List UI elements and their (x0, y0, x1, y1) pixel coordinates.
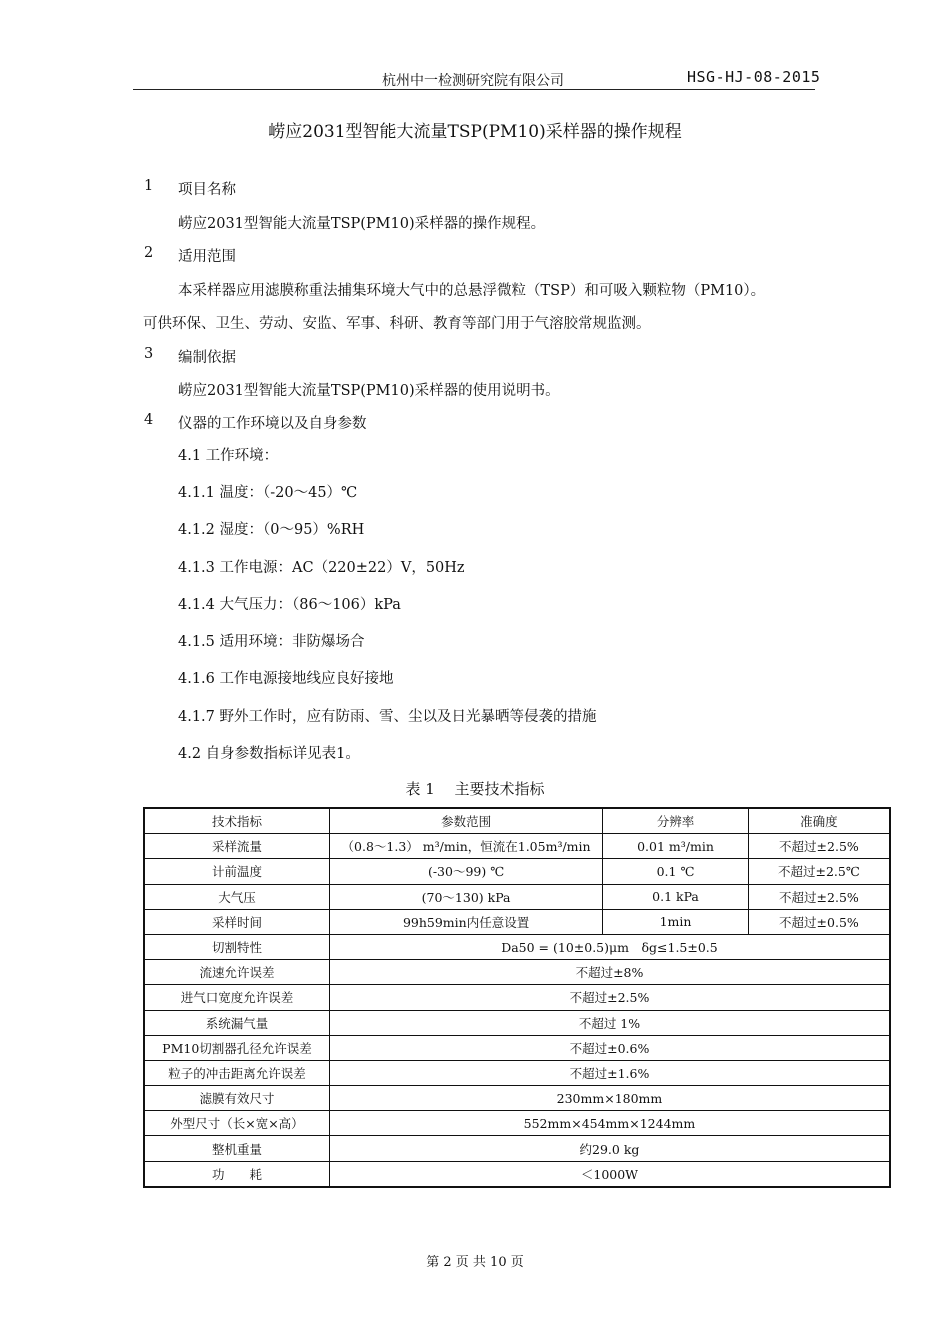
table-cell: 不超过±2.5% (748, 884, 890, 909)
section-3-heading: 编制依据 (178, 350, 236, 366)
table-cell: 切割特性 (144, 934, 329, 959)
table-header-cell: 分辨率 (603, 808, 749, 834)
env-item: 4.2 自身参数指标详见表1。 (178, 746, 360, 762)
section-3-number: 3 (144, 346, 154, 362)
table-cell: 系统漏气量 (144, 1010, 329, 1035)
env-item: 4.1.4 大气压力：（86～106）kPa (178, 597, 401, 613)
table-cell: （0.8～1.3） m³/min，恒流在1.05m³/min (329, 834, 602, 859)
table-cell: 0.01 m³/min (603, 834, 749, 859)
table-row (144, 1161, 890, 1187)
table-cell: 不超过±0.5% (748, 909, 890, 934)
table-row (144, 1086, 890, 1111)
table-header-cell: 准确度 (748, 808, 890, 834)
section-1-number: 1 (144, 178, 154, 194)
table-row (144, 1136, 890, 1161)
header-doc-code: HSG-HJ-08-2015 (687, 68, 821, 86)
table-cell: 滤膜有效尺寸 (144, 1086, 329, 1111)
table-header-row (144, 808, 890, 834)
env-item: 4.1.7 野外工作时，应有防雨、雪、尘以及日光暴晒等侵袭的措施 (178, 709, 597, 725)
table-row (144, 1060, 890, 1085)
table-cell: 99h59min内任意设置 (329, 909, 602, 934)
table-cell: 整机重量 (144, 1136, 329, 1161)
table-row (144, 834, 890, 859)
section-2-number: 2 (144, 245, 154, 261)
table-cell: 功 耗 (144, 1161, 329, 1187)
table-row (144, 1035, 890, 1060)
env-item: 4.1.3 工作电源：AC（220±22）V，50Hz (178, 560, 465, 576)
header-company: 杭州中一检测研究院有限公司 (382, 73, 564, 89)
table-cell: Da50 = (10±0.5)μm δg≤1.5±0.5 (329, 934, 890, 959)
spec-table (143, 807, 891, 1188)
header-rule (133, 89, 815, 90)
table-cell: 约29.0 kg (329, 1136, 890, 1161)
table-row (144, 934, 890, 959)
table-cell: 不超过±2.5% (329, 985, 890, 1010)
table-cell: 不超过±1.6% (329, 1060, 890, 1085)
table-cell: 不超过±2.5% (748, 834, 890, 859)
table-cell: 计前温度 (144, 859, 329, 884)
table-row (144, 884, 890, 909)
section-1-heading: 项目名称 (178, 182, 236, 198)
table-cell: 0.1 kPa (603, 884, 749, 909)
env-item: 4.1.2 湿度：（0～95）%RH (178, 522, 365, 538)
table-cell: 外型尺寸（长×宽×高） (144, 1111, 329, 1136)
table-row (144, 909, 890, 934)
section-2-heading: 适用范围 (178, 249, 236, 265)
table-row (144, 1010, 890, 1035)
table-cell: ＜1000W (329, 1161, 890, 1187)
document-title: 崂应2031型智能大流量TSP(PM10)采样器的操作规程 (268, 122, 682, 142)
table-header-cell: 参数范围 (329, 808, 602, 834)
table-cell: 采样时间 (144, 909, 329, 934)
table-cell: (-30～99) ℃ (329, 859, 602, 884)
section-4-number: 4 (144, 412, 154, 428)
table-cell: (70～130) kPa (329, 884, 602, 909)
table-cell: 大气压 (144, 884, 329, 909)
table-cell: 不超过±2.5℃ (748, 859, 890, 884)
table-cell: 不超过±0.6% (329, 1035, 890, 1060)
env-item: 4.1.1 温度：（-20～45）℃ (178, 485, 358, 501)
section-3-body: 崂应2031型智能大流量TSP(PM10)采样器的使用说明书。 (178, 383, 560, 399)
table-row (144, 960, 890, 985)
table-cell: 1min (603, 909, 749, 934)
table-row (144, 985, 890, 1010)
env-item: 4.1 工作环境： (178, 448, 279, 464)
section-2-body-line2: 可供环保、卫生、劳动、安监、军事、科研、教育等部门用于气溶胶常规监测。 (143, 316, 651, 332)
table-cell: 230mm×180mm (329, 1086, 890, 1111)
env-item: 4.1.6 工作电源接地线应良好接地 (178, 671, 394, 687)
table-cell: 不超过 1% (329, 1010, 890, 1035)
table-cell: 采样流量 (144, 834, 329, 859)
table-cell: 0.1 ℃ (603, 859, 749, 884)
env-item: 4.1.5 适用环境：非防爆场合 (178, 634, 365, 650)
section-2-body-line1: 本采样器应用滤膜称重法捕集环境大气中的总悬浮微粒（TSP）和可吸入颗粒物（PM10）。 (178, 283, 766, 299)
table-cell: 进气口宽度允许误差 (144, 985, 329, 1010)
table-row (144, 1111, 890, 1136)
table-cell: 不超过±8% (329, 960, 890, 985)
table-header-cell: 技术指标 (144, 808, 329, 834)
table-row (144, 859, 890, 884)
table-cell: 粒子的冲击距离允许误差 (144, 1060, 329, 1085)
page-footer: 第 2 页 共 10 页 (426, 1255, 524, 1270)
table-cell: PM10切割器孔径允许误差 (144, 1035, 329, 1060)
table-cell: 552mm×454mm×1244mm (329, 1111, 890, 1136)
table-caption: 表 1 主要技术指标 (405, 780, 545, 798)
table-cell: 流速允许误差 (144, 960, 329, 985)
section-1-body: 崂应2031型智能大流量TSP(PM10)采样器的操作规程。 (178, 216, 546, 232)
section-4-heading: 仪器的工作环境以及自身参数 (178, 416, 367, 432)
